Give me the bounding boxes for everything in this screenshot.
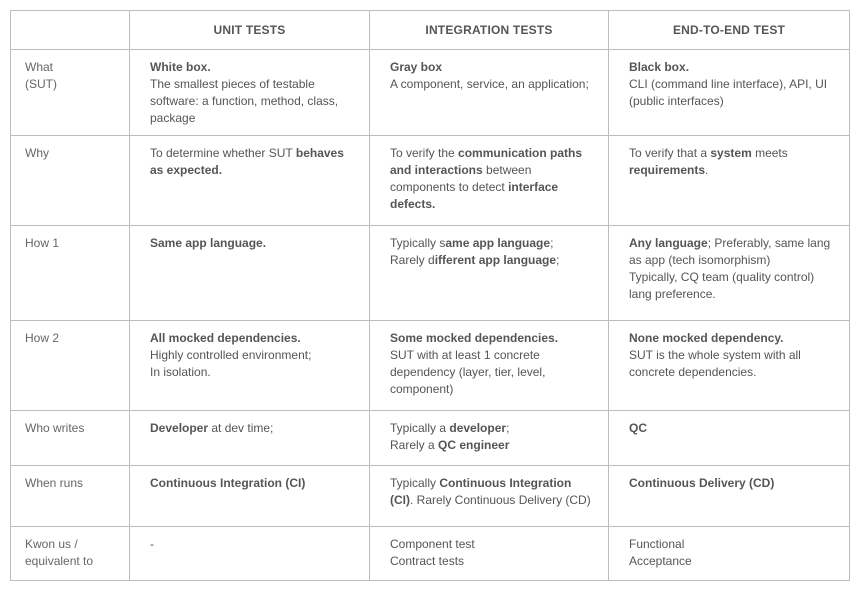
cell-text: To determine whether SUT xyxy=(150,146,296,160)
cell-bold-text: developer xyxy=(449,421,507,435)
cell-text: . Rarely Continuous Delivery (CD) xyxy=(410,493,591,507)
cell-bold-text: interface defects. xyxy=(390,180,559,211)
cell-bold-text: QC engineer xyxy=(438,438,510,452)
row-what xyxy=(11,50,850,136)
cell-bold-text: White box. xyxy=(150,60,211,74)
row-why xyxy=(11,136,850,226)
header-integration-tests: INTEGRATION TESTS xyxy=(370,11,609,50)
row-label-line: equivalent to xyxy=(25,554,94,568)
cell-line xyxy=(390,437,594,454)
cell-text: ; xyxy=(550,236,554,250)
cell-what-e2e xyxy=(609,50,850,136)
cell-known-integration xyxy=(370,527,609,581)
cell-what-unit xyxy=(130,50,370,136)
row-when-runs xyxy=(11,466,850,527)
cell-text: meets xyxy=(751,146,788,160)
cell-when-integration xyxy=(370,466,609,527)
cell-why-unit xyxy=(130,136,370,226)
row-label-how-2: How 2 xyxy=(11,321,130,411)
cell-bold-text: requirements xyxy=(629,163,706,177)
cell-text: A component, service, an application; xyxy=(390,77,589,91)
header-end-to-end-test: END-TO-END TEST xyxy=(609,11,850,50)
row-label-line: Kwon us / xyxy=(25,537,78,551)
cell-text: Typically, CQ team (quality control) lang preference. xyxy=(629,270,815,301)
row-label-who-writes: Who writes xyxy=(11,411,130,466)
cell-bold-text: ifferent app language xyxy=(434,253,557,267)
test-types-comparison-table xyxy=(10,10,850,581)
row-label-why: Why xyxy=(11,136,130,226)
cell-text: Typically a xyxy=(390,421,450,435)
row-label-what xyxy=(11,50,130,136)
cell-text: SUT with at least 1 concrete dependency (layer, tier, level, component) xyxy=(390,348,546,396)
cell-bold-text: Developer xyxy=(150,421,209,435)
cell-text: between components to detect xyxy=(390,163,532,194)
cell-bold-text: system xyxy=(710,146,752,160)
cell-how1-unit xyxy=(130,226,370,321)
cell-how2-e2e xyxy=(609,321,850,411)
cell-how1-integration xyxy=(370,226,609,321)
cell-who-e2e xyxy=(609,411,850,466)
cell-bold-text: None mocked dependency. xyxy=(629,331,784,345)
row-label-line: What xyxy=(25,60,54,74)
cell-bold-text: Continuous Delivery (CD) xyxy=(629,476,775,490)
cell-text: Acceptance xyxy=(629,554,692,568)
cell-bold-text: Continuous Integration (CI) xyxy=(150,476,306,490)
cell-who-unit xyxy=(130,411,370,466)
cell-bold-text: QC xyxy=(629,421,647,435)
cell-how2-integration xyxy=(370,321,609,411)
cell-text: To verify the xyxy=(390,146,459,160)
header-row xyxy=(11,11,850,50)
header-corner xyxy=(11,11,130,50)
cell-text: Functional xyxy=(629,537,685,551)
row-label-when-runs: When runs xyxy=(11,466,130,527)
cell-text: Typically xyxy=(390,476,440,490)
cell-text: Rarely d xyxy=(390,253,435,267)
cell-text: ; xyxy=(556,253,560,267)
cell-bold-text: Continuous Integration (CI) xyxy=(390,476,572,507)
cell-bold-text: ame app language xyxy=(445,236,551,250)
cell-known-unit xyxy=(130,527,370,581)
cell-bold-text: behaves as expected. xyxy=(150,146,344,177)
cell-bold-text: Gray box xyxy=(390,60,443,74)
cell-text: Typically s xyxy=(390,236,446,250)
header-unit-tests: UNIT TESTS xyxy=(130,11,370,50)
cell-bold-text: Any language xyxy=(629,236,708,250)
cell-text: Highly controlled environment; xyxy=(150,348,312,362)
row-label-known-as xyxy=(11,527,130,581)
cell-text: To verify that a xyxy=(629,146,711,160)
cell-text: The smallest pieces of testable software: a function, method, class, package xyxy=(150,77,339,125)
cell-bold-text: Same app language. xyxy=(150,236,267,250)
cell-bold-text: communication paths and interactions xyxy=(390,146,583,177)
cell-bold-text: All mocked dependencies. xyxy=(150,331,301,345)
cell-when-unit xyxy=(130,466,370,527)
cell-who-integration xyxy=(370,411,609,466)
cell-text: ; Preferably, same lang as app (tech isomorphism) xyxy=(629,236,831,267)
cell-text: Rarely a xyxy=(390,438,439,452)
row-known-as xyxy=(11,527,850,581)
cell-bold-text: Some mocked dependencies. xyxy=(390,331,559,345)
cell-what-integration xyxy=(370,50,609,136)
cell-bold-text: Black box. xyxy=(629,60,690,74)
cell-text: at dev time; xyxy=(208,421,274,435)
cell-text: ; xyxy=(506,421,510,435)
row-label-line: (SUT) xyxy=(25,77,57,91)
row-how-1 xyxy=(11,226,850,321)
cell-text: In isolation. xyxy=(150,365,211,379)
row-how-2 xyxy=(11,321,850,411)
row-label-how-1: How 1 xyxy=(11,226,130,321)
cell-how2-unit xyxy=(130,321,370,411)
cell-text: . xyxy=(705,163,709,177)
cell-why-e2e xyxy=(609,136,850,226)
cell-text: CLI (command line interface), API, UI (public interfaces) xyxy=(629,77,828,108)
cell-known-e2e xyxy=(609,527,850,581)
cell-text: Contract tests xyxy=(390,554,465,568)
cell-line xyxy=(390,235,594,252)
cell-text: SUT is the whole system with all concrete dependencies. xyxy=(629,348,801,379)
cell-why-integration xyxy=(370,136,609,226)
cell-line xyxy=(390,420,594,437)
cell-text: - xyxy=(150,537,154,551)
cell-text: Component test xyxy=(390,537,475,551)
cell-how1-e2e xyxy=(609,226,850,321)
row-who-writes xyxy=(11,411,850,466)
cell-when-e2e xyxy=(609,466,850,527)
cell-line xyxy=(629,235,835,269)
cell-line xyxy=(390,252,594,269)
